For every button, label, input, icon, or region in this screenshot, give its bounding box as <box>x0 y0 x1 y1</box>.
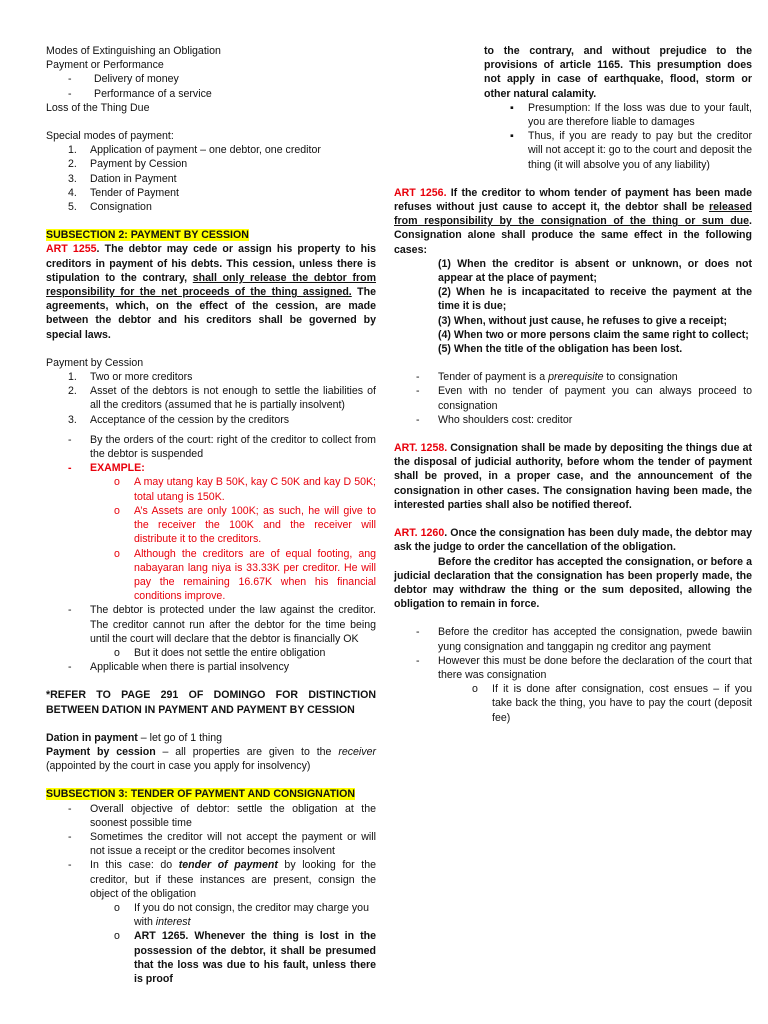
list-item: - Who shoulders cost: creditor <box>416 413 573 426</box>
list-item: - Even with no tender of payment you can always proceed to consignation <box>416 385 752 412</box>
list-item: - However this must be done before the declaration of the court that there was consignation <box>416 654 752 681</box>
list-subitem: o But it does not settle the entire obligation <box>114 646 326 659</box>
example-item: o A’s Assets are only 100K; as such, he will give to the receiver the 100K and the receiver will distribute it to the creditors. <box>114 504 376 546</box>
subsection-3-heading: SUBSECTION 3: TENDER OF PAYMENT AND CONSIGNATION <box>46 788 356 801</box>
list-item: 4. Tender of Payment <box>68 186 179 199</box>
right-column <box>394 44 752 725</box>
list-item: ▪ Thus, if you are ready to pay but the creditor will not accept it: go to the court and deposit the thing (it will absolve you of any liability) <box>510 130 752 171</box>
list-item: 2. Asset of the debtors is not enough to settle the liabilities of all the creditors (assumed that he is partially insolvent) <box>68 385 376 412</box>
payment-performance: Payment or Performance <box>46 59 164 72</box>
cession-definition: Payment by cession – all properties are given to the receiver (appointed by the court in case you apply for insolvency) <box>46 745 376 773</box>
refer-note: *REFER TO PAGE 291 OF DOMINGO FOR DISTINCTION BETWEEN DATION IN PAYMENT AND PAYMENT BY CESSION <box>46 689 376 716</box>
list-item: 5. Consignation <box>68 201 152 214</box>
list-item: 2. Payment by Cession <box>68 158 188 171</box>
dation-definition: Dation in payment – let go of 1 thing <box>46 731 223 744</box>
subsection-2-heading: SUBSECTION 2: PAYMENT BY CESSION <box>46 229 249 242</box>
list-item: - Sometimes the creditor will not accept the payment or will not issue a receipt or the creditor becomes insolvent <box>68 830 376 858</box>
article-1265-continued: to the contrary, and without prejudice to the provisions of article 1165. This presumption does not apply in case of earthquake, flood, storm or other natural calamity. <box>484 45 752 100</box>
left-column <box>46 44 376 986</box>
article-1255: ART 1255. The debtor may cede or assign his property to his creditors in payment of his debts. This cession, unless there is stipulation to the contrary, shall only release the debtor from responsibility for the net proceeds of the thing assigned. The agreements, which, on the effect of the cession, are made between the debtor and his creditors shall be governed by special laws. <box>46 243 377 341</box>
article-1260-paragraph: Before the creditor has accepted the consignation, or before a judicial declaration that the consignation has been properly made, the debtor may withdraw the thing or the sum deposited, allowing the obligation to remain in force. <box>394 555 752 611</box>
list-item: - In this case: do tender of payment by looking for the creditor, but if these instances are present, consign the object of the obligation <box>68 859 377 900</box>
modes-title: Modes of Extinguishing an Obligation <box>46 45 221 57</box>
case-item: (4) When two or more persons claim the same right to collect; <box>438 328 749 341</box>
list-item: - Before the creditor has accepted the consignation, pwede bawiin yung consignation and tanggapin ng creditor ang payment <box>416 626 752 653</box>
example-label: - EXAMPLE: <box>68 462 145 475</box>
article-1258: ART. 1258. Consignation shall be made by depositing the things due at the disposal of judicial authority, before whom the tender of payment shall be proved, in a proper case, and the announcement of the consignation in other cases. The consignation having been made, the interested parties shall also be notified thereof. <box>394 442 752 511</box>
example-item: o A may utang kay B 50K, kay C 50K and kay D 50K; total utang is 150K. <box>114 476 376 503</box>
special-modes-title: Special modes of payment: <box>46 130 174 143</box>
case-item: (1) When the creditor is absent or unknown, or does not appear at the place of payment; <box>438 257 752 285</box>
list-item: - Tender of payment is a prerequisite to consignation <box>416 371 678 384</box>
list-item: 1. Application of payment – one debtor, one creditor <box>68 144 321 157</box>
list-item: 3. Dation in Payment <box>68 172 177 185</box>
article-1256: ART 1256. If the creditor to whom tender of payment has been made refuses without just cause to accept it, the debtor shall be released from responsibility by the consignation of the thing or sum due. Consignation alone shall produce the same effect in the following cases: <box>394 186 752 256</box>
case-item: (2) When he is incapacitated to receive the payment at the time it is due; <box>438 286 752 313</box>
list-item: - By the orders of the court: right of the creditor to collect from the debtor is suspended <box>68 433 376 461</box>
article-1265: o ART 1265. Whenever the thing is lost in the possession of the debtor, it shall be presumed that the loss was due to his fault, unless there is proof <box>114 930 376 985</box>
payment-by-cession-title: Payment by Cession <box>46 356 144 369</box>
loss-of-thing: Loss of the Thing Due <box>46 101 150 114</box>
list-item: - Performance of a service <box>68 87 212 100</box>
example-item: o Although the creditors are of equal footing, ang nabayaran lang niya is 33.33K per creditor. He will pay the remaining 16.67K when his financial conditions improve. <box>114 547 376 603</box>
list-subitem: o If it is done after consignation, cost ensues – if you take back the thing, you have to pay the court (deposit fee) <box>472 683 752 724</box>
list-item: - Applicable when there is partial insolvency <box>68 661 290 674</box>
case-item: (3) When, without just cause, he refuses to give a receipt; <box>438 314 728 327</box>
list-item: 3. Acceptance of the cession by the creditors <box>68 413 290 426</box>
article-1256-cases <box>394 257 752 356</box>
list-item: ▪ Presumption: If the loss was due to your fault, you are therefore liable to damages <box>510 101 752 129</box>
list-item: - The debtor is protected under the law against the creditor. The creditor cannot run after the debtor for the time being until the court will declare that the debtor is financially OK <box>68 604 376 645</box>
case-item: (5) When the title of the obligation has been lost. <box>438 343 683 356</box>
list-item: 1. Two or more creditors <box>68 371 193 384</box>
list-item: - Delivery of money <box>68 73 179 86</box>
list-item: - Overall objective of debtor: settle the obligation at the soonest possible time <box>68 802 376 829</box>
list-subitem: o If you do not consign, the creditor may charge you with interest <box>114 901 369 929</box>
article-1260: ART. 1260. Once the consignation has been duly made, the debtor may ask the judge to order the cancellation of the obligation. <box>394 527 752 554</box>
